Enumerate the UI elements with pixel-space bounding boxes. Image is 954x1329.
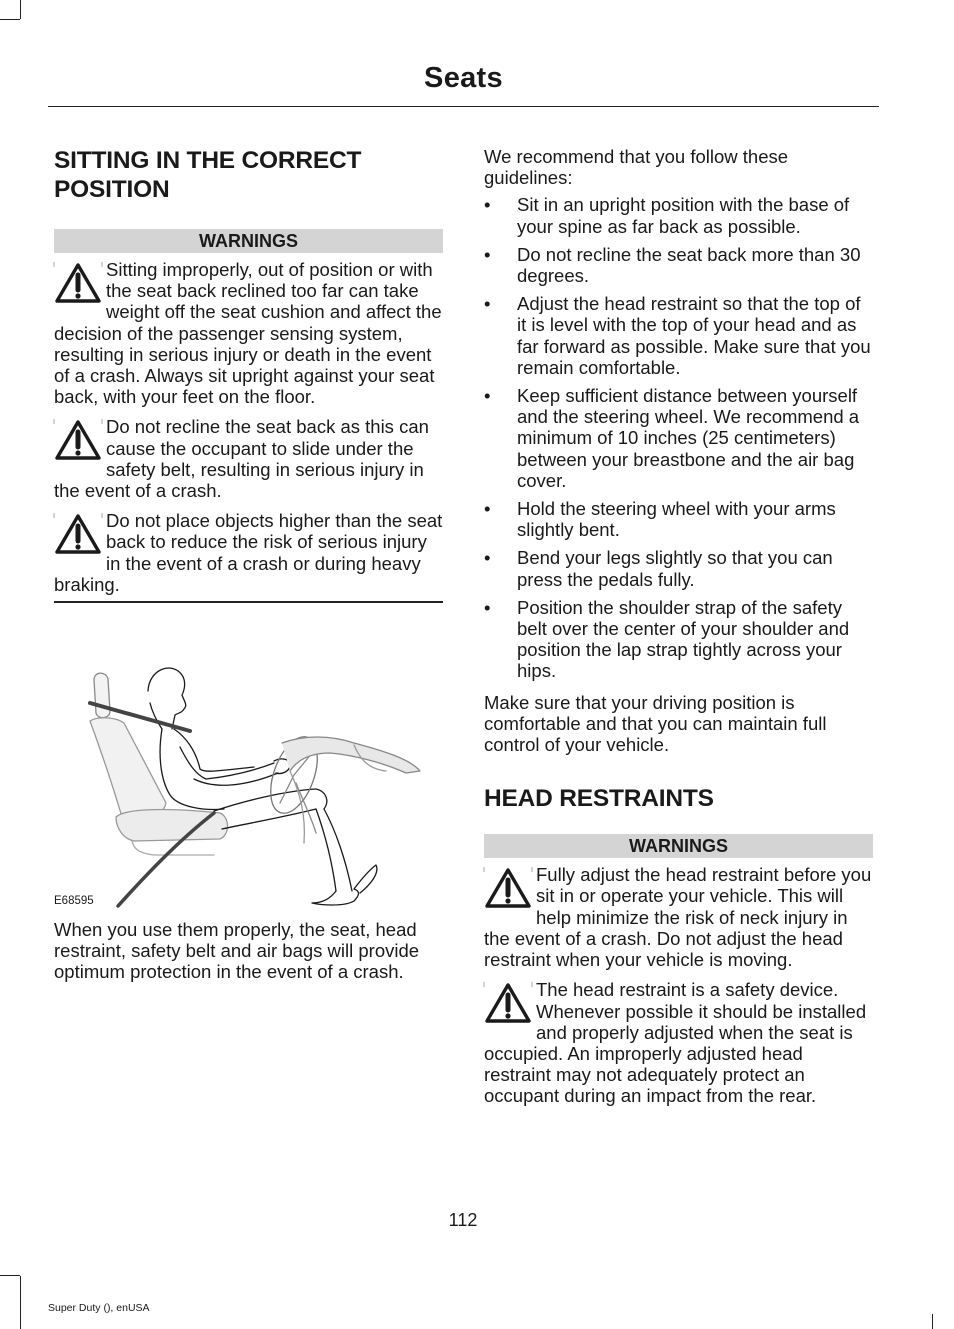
figure-code: E68595 <box>54 895 94 908</box>
seating-position-figure <box>54 603 443 908</box>
warning-triangle-icon <box>482 981 534 1025</box>
warning-text: Do not place objects higher than the seat back to reduce the risk of serious injury in the event of a crash or during heavy braking. <box>54 510 443 595</box>
warnings-bar: WARNINGS <box>54 229 443 253</box>
section-heading-head-restraints: HEAD RESTRAINTS <box>484 785 714 813</box>
bullet: • <box>484 243 491 265</box>
warning-item <box>484 864 873 970</box>
guidelines-intro: We recommend that you follow these guidelines: <box>484 146 789 189</box>
crop-mark <box>0 19 20 20</box>
warning-text: Fully adjust the head restraint before you sit in or operate your vehicle. This will help minimize the risk of neck injury in the event of a crash. Do not adjust the head restraint when your vehicle is moving. <box>484 864 872 971</box>
warning-item <box>484 979 873 1106</box>
warning-item <box>54 510 443 595</box>
warning-triangle-icon <box>52 512 104 556</box>
warning-text: Sitting improperly, out of position or with the seat back reclined too far can take weight off the seat cushion and affect the decision of the passenger sensing system, resulting in serious injury or death in the event of a crash. Always sit upright against your seat back, with your feet on the floor. <box>54 259 442 408</box>
crop-mark <box>20 0 21 19</box>
list-item: • Hold the steering wheel with your arms slightly bent. <box>484 498 836 541</box>
list-item: • Adjust the head restraint so that the top of it is level with the top of your head and as far forward as possible. Make sure that you remain comfortable. <box>484 293 871 378</box>
warning-text: Do not recline the seat back as this can cause the occupant to slide under the safety belt, resulting in serious injury in the event of a crash. <box>54 416 429 502</box>
page-header <box>48 58 879 107</box>
bullet: • <box>484 498 491 520</box>
guidelines-outro: Make sure that your driving position is comfortable and that you can maintain full control of your vehicle. <box>484 691 827 756</box>
figure-caption-text: When you use them properly, the seat, head restraint, safety belt and air bags will provide optimum protection in the event of a crash. <box>54 919 420 983</box>
warning-triangle-icon <box>482 866 534 910</box>
crop-mark <box>20 1276 21 1329</box>
guidelines-list <box>484 194 873 681</box>
bullet: • <box>484 293 491 315</box>
warning-triangle-icon <box>52 261 104 305</box>
driver-seating-illustration <box>54 603 443 908</box>
left-column <box>54 146 443 983</box>
warning-text: The head restraint is a safety device. Whenever possible it should be installed and properly adjusted when the seat is occupied. An improperly adjusted head restraint may not adequately protect an occupant during an impact from the rear. <box>484 979 867 1107</box>
bullet: • <box>484 596 491 618</box>
warning-item <box>54 416 443 501</box>
bullet: • <box>484 547 491 569</box>
crop-mark <box>932 1314 933 1329</box>
warnings-bar: WARNINGS <box>484 834 873 858</box>
page-number: 112 <box>448 1210 478 1230</box>
bullet: • <box>484 385 491 407</box>
crop-mark <box>0 1275 20 1276</box>
list-item: • Do not recline the seat back more than 30 degrees. <box>484 243 861 287</box>
section-heading-sitting: SITTING IN THE CORRECT POSITION <box>54 147 362 203</box>
list-item: • Bend your legs slightly so that you can press the pedals fully. <box>484 547 833 590</box>
footer-text: Super Duty (), enUSA <box>48 1302 150 1314</box>
list-item: • Keep sufficient distance between yourself and the steering wheel. We recommend a minimum of 10 inches (25 centimeters) between your breastbone and the air bag cover. <box>484 385 860 491</box>
warning-triangle-icon <box>52 418 104 462</box>
bullet: • <box>484 194 491 216</box>
list-item: • Sit in an upright position with the base of your spine as far back as possible. <box>484 194 850 237</box>
warning-item <box>54 259 443 407</box>
list-item: • Position the shoulder strap of the safety belt over the center of your shoulder and position the lap strap tightly across your hips. <box>484 596 850 682</box>
page-title: Seats <box>424 62 503 94</box>
right-column <box>484 146 873 1116</box>
